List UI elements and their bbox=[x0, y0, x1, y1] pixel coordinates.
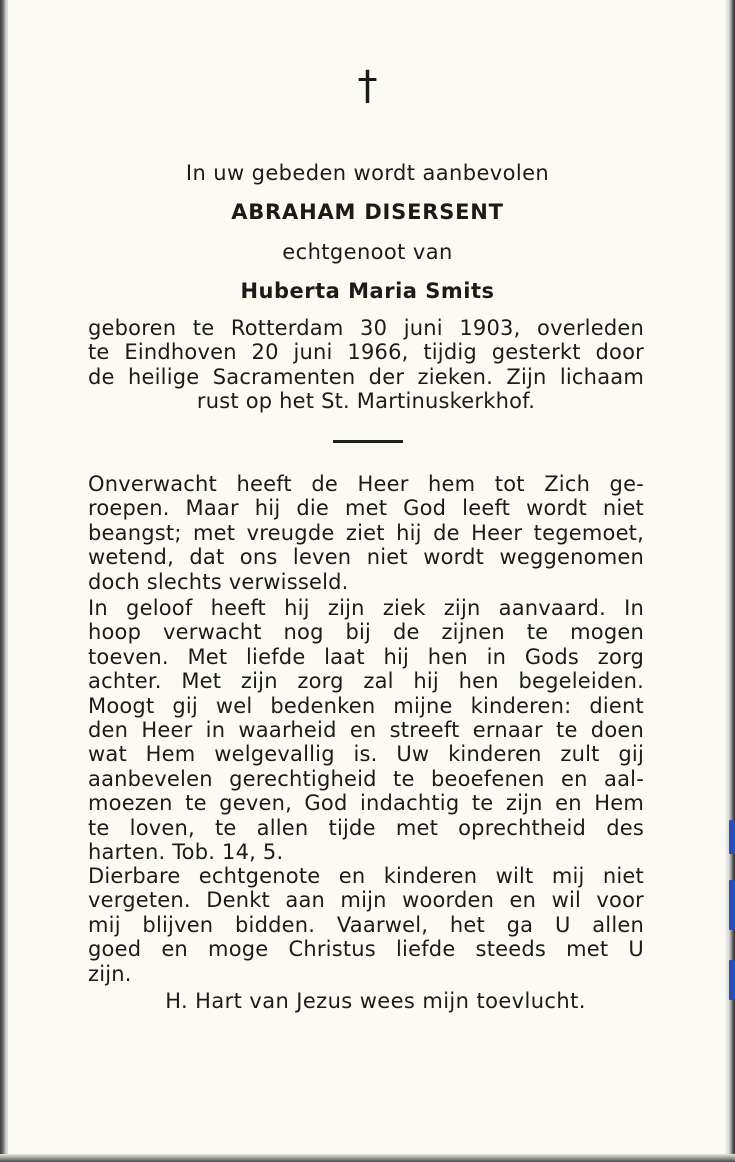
text-line: achter. Met zijn zorg zal hij hen begeleiden. bbox=[88, 669, 644, 694]
edge-ink-mark bbox=[729, 880, 735, 930]
divider bbox=[333, 440, 403, 443]
text-line: den Heer in waarheid en streeft ernaar te doen bbox=[88, 717, 644, 742]
biography bbox=[88, 316, 644, 414]
closing-prayer: H. Hart van Jezus wees mijn toevlucht. bbox=[165, 989, 586, 1013]
text-line: harten. Tob. 14, 5. bbox=[88, 839, 284, 864]
text-line: doch slechts verwisseld. bbox=[88, 569, 349, 594]
text-line: wetend, dat ons leven niet wordt weggenomen bbox=[88, 545, 644, 570]
text-line: te loven, te allen tijde met oprechtheid des bbox=[88, 815, 644, 840]
text-line: zijn. bbox=[88, 961, 132, 986]
biography-line: geboren te Rotterdam 30 juni 1903, overleden bbox=[88, 316, 644, 340]
text-line: roepen. Maar hij die met God leeft wordt niet bbox=[88, 496, 644, 521]
relation-line: echtgenoot van bbox=[282, 240, 453, 264]
text-line: toeven. Met liefde laat hij hen in Gods zorg bbox=[88, 644, 644, 669]
text-block-1 bbox=[88, 472, 644, 594]
text-line: Moogt gij wel bedenken mijne kinderen: dient bbox=[88, 693, 644, 718]
text-line: goed en moge Christus liefde steeds met U bbox=[88, 937, 644, 962]
text-line: beangst; met vreugde ziet hij de Heer tegemoet, bbox=[88, 520, 644, 545]
text-line: aanbevelen gerechtigheid te beoefenen en aal- bbox=[88, 766, 644, 791]
deceased-name: ABRAHAM DISERSENT bbox=[231, 200, 504, 224]
text-line: mij blijven bidden. Vaarwel, het ga U allen bbox=[88, 912, 644, 937]
spouse-name: Huberta Maria Smits bbox=[240, 279, 495, 303]
text-line: wat Hem welgevallig is. Uw kinderen zult gij bbox=[88, 742, 644, 767]
text-line: moezen te geven, God indachtig te zijn en Hem bbox=[88, 791, 644, 816]
intro-line: In uw gebeden wordt aanbevolen bbox=[185, 161, 550, 185]
text-line: vergeten. Denkt aan mijn woorden en wil voor bbox=[88, 888, 644, 913]
text-block-3 bbox=[88, 864, 644, 986]
text-block-2 bbox=[88, 596, 644, 864]
text-line: Onverwacht heeft de Heer hem tot Zich ge- bbox=[88, 472, 644, 496]
text-line: In geloof heeft hij zijn ziek zijn aanvaard. In bbox=[88, 596, 644, 620]
edge-ink-mark bbox=[729, 820, 735, 854]
biography-line: te Eindhoven 20 juni 1966, tijdig gesterkt door bbox=[88, 340, 644, 365]
biography-line: de heilige Sacramenten der zieken. Zijn lichaam bbox=[88, 364, 644, 389]
text-line: Dierbare echtgenote en kinderen wilt mij niet bbox=[88, 864, 644, 888]
cross-icon: † bbox=[357, 63, 378, 109]
text-line: hoop verwacht nog bij de zijnen te mogen bbox=[88, 620, 644, 645]
biography-line: rust op het St. Martinuskerkhof. bbox=[196, 389, 536, 414]
card-bottom-edge bbox=[0, 1154, 735, 1162]
